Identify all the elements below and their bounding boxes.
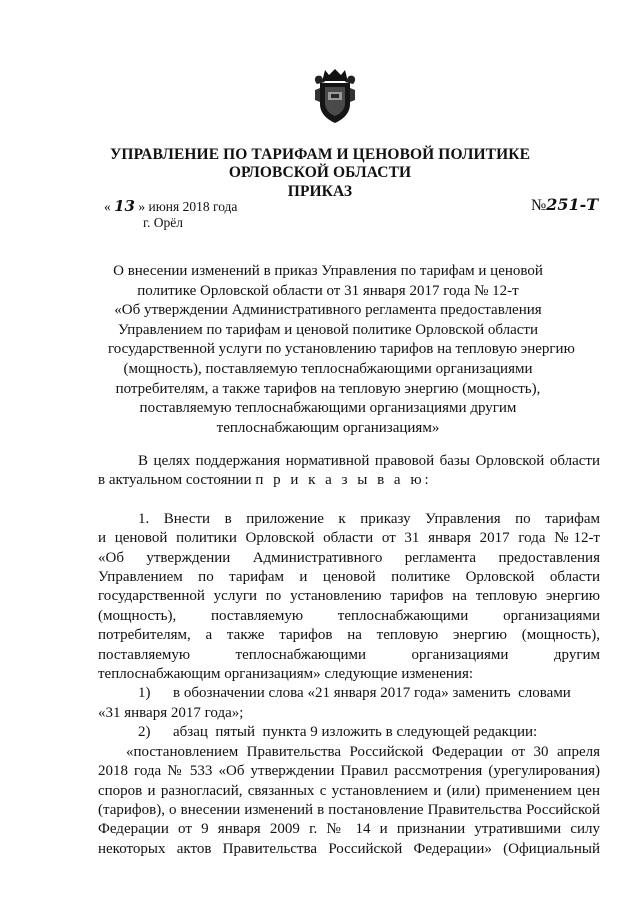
header-line-2: ОРЛОВСКОЙ ОБЛАСТИ xyxy=(228,164,412,181)
title-line: государственной услуги по установлению тарифов на тепловую энергию xyxy=(108,341,575,358)
body-line: 2) абзац пятый пункта 9 изложить в следующей редакции: xyxy=(138,724,538,741)
order-number-handwritten: 251-Т xyxy=(546,195,599,214)
order-number-prefix: № xyxy=(531,197,547,214)
title-line: политике Орловской области от 31 января 2017 года № 12-т xyxy=(137,282,519,299)
title-line: потребителям, а также тарифов на тепловую энергию (мощность), xyxy=(115,380,541,397)
order-verb: п р и к а з ы в а ю: xyxy=(255,472,432,489)
header-line-3: ПРИКАЗ xyxy=(287,183,353,200)
title-line: (мощность), поставляемую теплоснабжающими организациями xyxy=(123,360,533,377)
body-line: 2018 года № 533 «Об утверждении Правил рассмотрения (урегулирования) xyxy=(98,763,600,780)
body-line: споров и разногласий, связанных с установлением и (или) применением цен xyxy=(98,782,600,799)
body-line xyxy=(98,471,600,490)
body-line: потребителям, а также тарифов на тепловую энергию (мощность), xyxy=(98,627,600,644)
body-line: (мощность), поставляемую теплоснабжающими организациями xyxy=(98,607,600,624)
date-day-handwritten: 13 xyxy=(114,197,135,215)
date-open-quote: « xyxy=(104,199,111,214)
body-line: некоторых актов Правительства Российской Федерации» (Официальный xyxy=(98,840,600,857)
body-line: (тарифов), о внесении изменений в постановление Правительства Российской xyxy=(98,801,600,818)
body-line: Управлением по тарифам и ценовой политике Орловской области xyxy=(98,569,600,586)
title-line: Управлением по тарифам и ценовой политике Орловской области xyxy=(118,321,538,338)
body-line: государственной услуги по установлению тарифов на тепловую энергию xyxy=(98,588,600,605)
header-line-1: УПРАВЛЕНИЕ ПО ТАРИФАМ И ЦЕНОВОЙ ПОЛИТИКЕ xyxy=(109,146,531,163)
body-line: «Об утверждении Административного регламента предоставления xyxy=(98,549,600,566)
title-line: теплоснабжающим организациям» xyxy=(216,419,440,436)
intro-text: в актуальном состоянии xyxy=(98,472,252,489)
order-title xyxy=(108,262,575,438)
order-city: г. Орёл xyxy=(143,215,183,230)
body-line: и ценовой политики Орловской области от 31 января 2017 года №12-т xyxy=(98,530,600,547)
order-date xyxy=(104,197,237,215)
order-body xyxy=(98,452,600,859)
title-line: поставляемую теплоснабжающими организациями другим xyxy=(139,400,517,417)
title-line: О внесении изменений в приказ Управления по тарифам и ценовой xyxy=(113,263,543,279)
body-line: теплоснабжающим организациям» следующие изменения: xyxy=(98,666,474,683)
body-line: поставляемую теплоснабжающими организациями другим xyxy=(98,646,600,663)
title-line: «Об утверждении Административного регламента предоставления xyxy=(114,302,542,319)
body-line: Федерации от 9 января 2009 г. № 14 и признании утратившими силу xyxy=(98,821,600,838)
coat-of-arms-emblem xyxy=(311,66,359,126)
body-line: «постановлением Правительства Российской Федерации от 30 апреля xyxy=(126,743,600,760)
date-rest: » июня 2018 года xyxy=(138,199,238,214)
body-line: В целях поддержания нормативной правовой базы Орловской области xyxy=(138,453,600,469)
body-line: 1) в обозначении слова «21 января 2017 года» заменить словами xyxy=(138,685,571,702)
order-number xyxy=(531,195,598,215)
body-line: 1. Внести в приложение к приказу Управления по тарифам xyxy=(138,510,600,527)
body-line: «31 января 2017 года»; xyxy=(98,704,244,721)
